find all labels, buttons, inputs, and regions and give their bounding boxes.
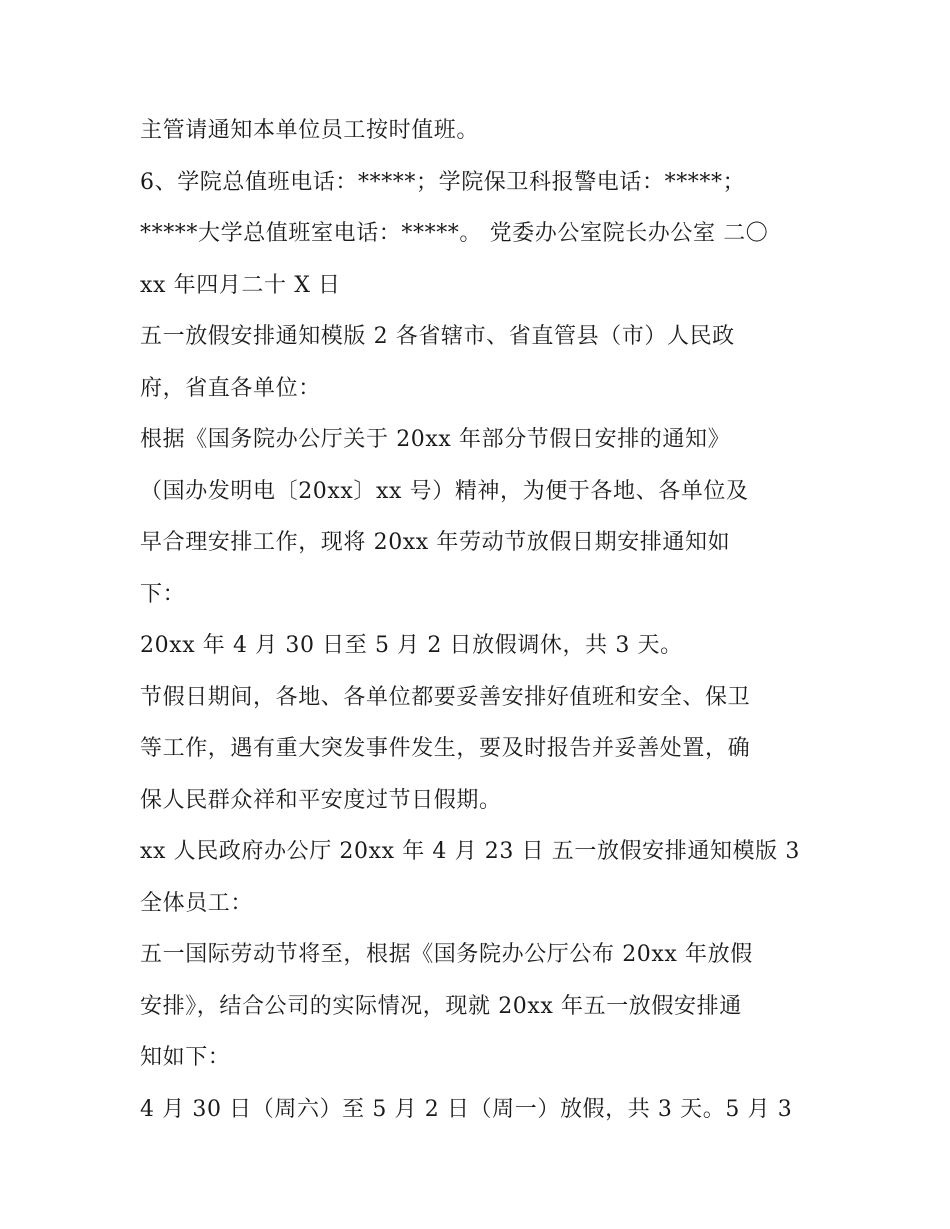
text-line: 等工作，遇有重大突发事件发生，要及时报告并妥善处置，确 — [140, 736, 751, 761]
text-line: 五一放假安排通知模版 2 各省辖市、省直管县（市）人民政 — [140, 324, 735, 349]
text-line: 节假日期间，各地、各单位都要妥善安排好值班和安全、保卫 — [140, 684, 751, 710]
text-line: 安排》，结合公司的实际情况，现就 20xx 年五一放假安排通 — [140, 993, 742, 1019]
text-line: 主管请通知本单位员工按时值班。 — [140, 118, 480, 143]
text-line: 保人民群众祥和平安度过节日假期。 — [140, 787, 502, 813]
text-line: 全体员工： — [140, 890, 254, 916]
text-line: 20xx 年 4 月 30 日至 5 月 2 日放假调休，共 3 天。 — [140, 633, 683, 658]
text-line: xx 人民政府办公厅 20xx 年 4 月 23 日 五一放假安排通知模版 3 — [140, 839, 800, 864]
text-line: 早合理安排工作，现将 20xx 年劳动节放假日期安排通知如 — [140, 530, 731, 555]
text-line: 6、学院总值班电话：*****；学院保卫科报警电话：*****； — [140, 169, 746, 195]
text-line: *****大学总值班室电话：*****。 党委办公室院长办公室 二〇 — [140, 221, 769, 246]
text-line: （国办发明电〔20xx〕xx 号）精神，为便于各地、各单位及 — [140, 478, 749, 504]
text-line: 下： — [140, 581, 186, 607]
text-line: 知如下： — [140, 1045, 231, 1070]
text-line: 4 月 30 日（周六）至 5 月 2 日（周一）放假，共 3 天。5 月 3 — [140, 1096, 793, 1122]
document-body — [140, 105, 830, 1135]
text-line: 五一国际劳动节将至，根据《国务院办公厅公布 20xx 年放假 — [140, 942, 753, 967]
text-line: 根据《国务院办公厅关于 20xx 年部分节假日安排的通知》 — [140, 427, 731, 452]
text-line: xx 年四月二十 X 日 — [140, 272, 341, 298]
text-line: 府，省直各单位： — [140, 375, 321, 401]
